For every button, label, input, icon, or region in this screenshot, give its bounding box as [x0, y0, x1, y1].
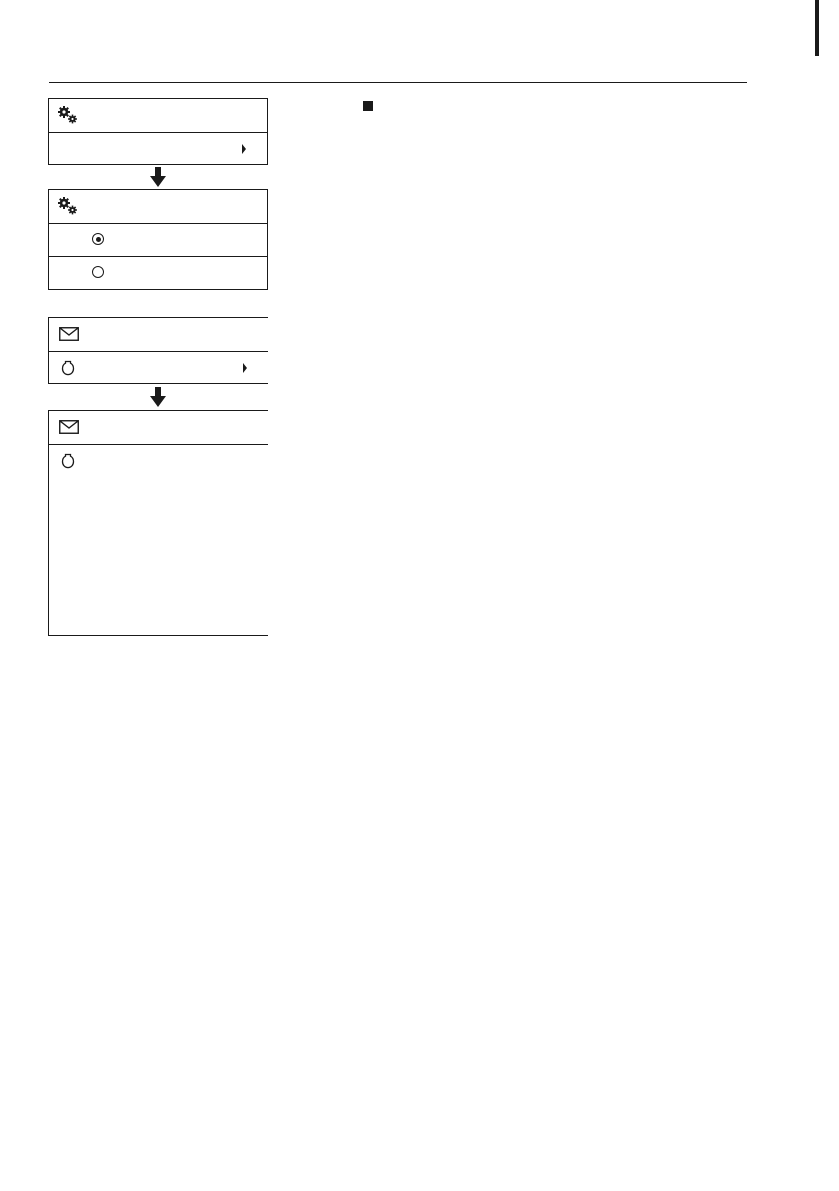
radio-option-row-unselected[interactable] [49, 256, 267, 289]
settings-panel-1 [48, 98, 268, 165]
gear-icon [57, 105, 79, 125]
radio-option-row-selected[interactable] [49, 223, 267, 256]
down-arrow-icon [150, 387, 166, 407]
knob-icon [61, 360, 75, 376]
down-arrow-icon [150, 167, 166, 187]
settings-header-row [49, 190, 267, 223]
message-panel-2 [48, 410, 268, 636]
knob-icon [61, 453, 75, 469]
header-rule [49, 82, 747, 83]
message-header-row [49, 318, 268, 351]
settings-option-row[interactable] [49, 132, 267, 165]
knob-option-row[interactable] [49, 351, 268, 384]
step-bullet-square [363, 101, 373, 111]
chevron-right-icon [243, 363, 247, 373]
gear-icon [57, 196, 79, 216]
envelope-icon [59, 327, 79, 341]
radio-selected[interactable] [92, 233, 104, 245]
envelope-icon [59, 420, 79, 434]
chevron-right-icon [242, 144, 246, 154]
message-panel-1 [48, 317, 268, 384]
settings-header-row [49, 99, 267, 132]
settings-panel-2 [48, 189, 268, 290]
knob-detail-row [49, 444, 268, 634]
message-header-row [49, 411, 268, 444]
radio-unselected[interactable] [92, 266, 104, 278]
page-edge-marker [815, 0, 819, 56]
